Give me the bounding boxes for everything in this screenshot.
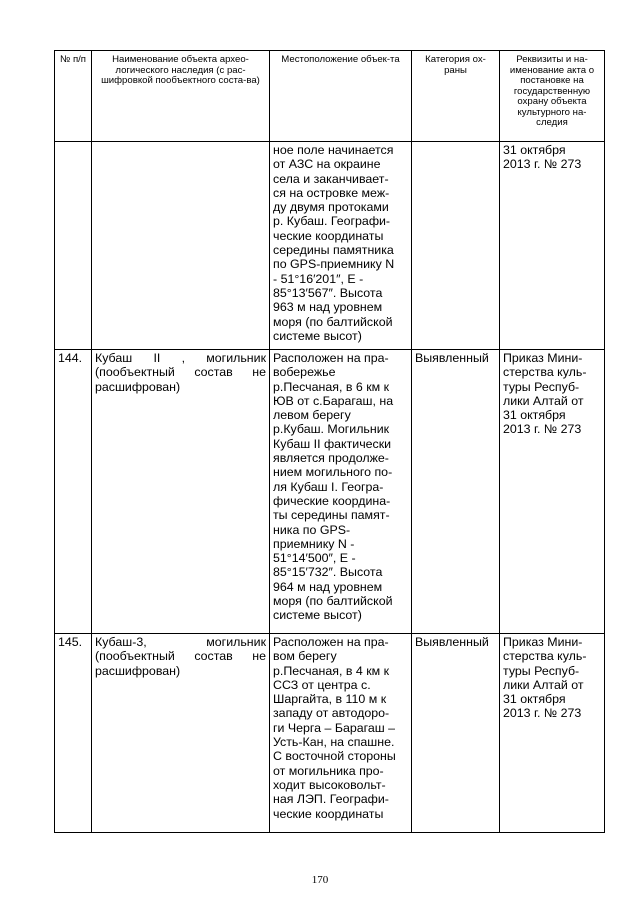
table-row [55,350,605,634]
row-number: 145. [55,634,92,833]
header-protection-category: Категория ох-раны [412,51,500,142]
page-number: 170 [311,874,329,886]
row-object-name: Кубаш II , могильник (пообъектный состав не расшифрован) [92,350,270,634]
row-act [500,634,605,833]
row-location-text: Расположен на пра- вобережье р.Песчаная, в 6 км к ЮВ от с.Барагаш, на левом берегу р.Кубаш. Могильник Кубаш II фактически является продолже- нием могильного по- ля Кубаш I. Геогра- фические координа- ты середины памят- ника по GPS- приемнику N - 51°14′500″, Е - 85°15′732″. Высота 964 м над уровнем моря (по балтийской системе высот) [273,351,394,623]
row-category: Выявленный [412,634,500,833]
row-category: Выявленный [412,350,500,634]
header-row [55,51,605,142]
row-object-name: Кубаш-3, могильник (пообъектный состав не расшифрован) [92,634,270,833]
row-act-text: Приказ Мини- стерства куль- туры Респуб- лики Алтай от 31 октября 2013 г. № 273 [503,351,587,437]
header-act-details: Реквизиты и на-именование акта о постановке на государственную охрану объекта культурного на-следия [500,51,605,142]
row-location-text: ное поле начинается от АЗС на окраине села и заканчивает- ся на островке меж- ду двумя протоками р. Кубаш. Географи- ческие координаты середины памятника по GPS-приемнику N - 51°16′201″, Е - 85°13′567″. Высота 963 м над уровнем моря (по балтийской системе высот) [273,143,395,343]
row-number [55,142,92,350]
row-act [500,350,605,634]
header-number: № п/п [55,51,92,142]
row-act [500,142,605,350]
row-number: 144. [55,350,92,634]
header-object-name: Наименование объекта архео-логического наследия (с рас-шифровкой пообъектного соста-ва) [92,51,270,142]
row-location-text: Расположен на пра- вом берегу р.Песчаная, в 4 км к ССЗ от центра с. Шаргайта, в 110 м к западу от автодоро- ги Черга – Барагаш – Усть-Кан, на спашне. С восточной стороны от могильника про- ходит высоковольт- ная ЛЭП. Географи- ческие координаты [273,635,396,821]
table-row [55,142,605,350]
row-object-name [92,142,270,350]
row-location [270,142,412,350]
table-body [55,142,605,833]
row-location [270,350,412,634]
row-act-text: Приказ Мини- стерства куль- туры Респуб- лики Алтай от 31 октября 2013 г. № 273 [503,635,587,721]
table-header [55,51,605,142]
row-act-text: 31 октября 2013 г. № 273 [503,143,582,172]
table-row [55,634,605,833]
row-location [270,634,412,833]
row-category [412,142,500,350]
heritage-registry-table [54,50,605,833]
header-location: Местоположение объек-та [270,51,412,142]
